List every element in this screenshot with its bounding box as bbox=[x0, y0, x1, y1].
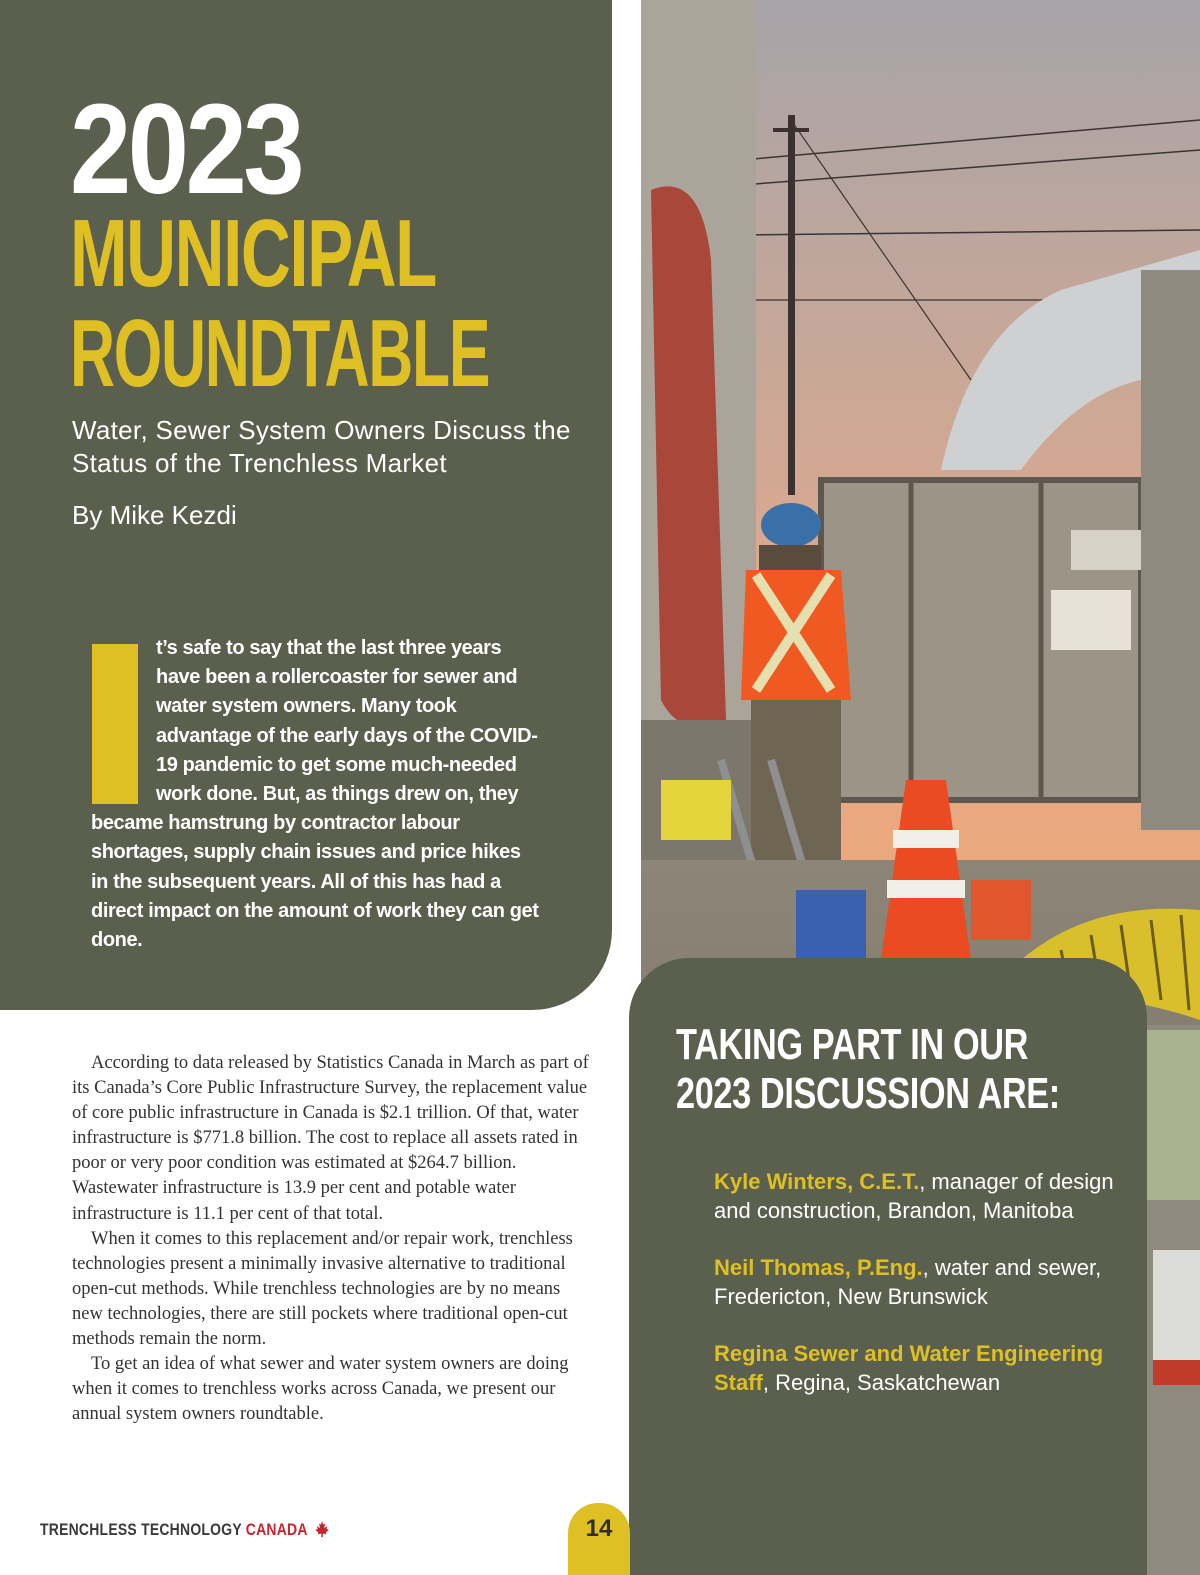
hero-panel bbox=[0, 0, 612, 1010]
page-number: 14 bbox=[568, 1503, 630, 1575]
byline: By Mike Kezdi bbox=[72, 500, 237, 530]
participants-callout bbox=[629, 958, 1147, 1575]
title-roundtable: ROUNDTABLE bbox=[70, 300, 490, 407]
lead-paragraph bbox=[91, 634, 541, 955]
article-subtitle: Water, Sewer System Owners Discuss the Status of the Trenchless Market bbox=[72, 415, 571, 478]
body-copy bbox=[72, 1051, 592, 1427]
body-paragraph: When it comes to this replacement and/or repair work, trenchless technologies present a minimally invasive alternative to traditional open-cut methods. While trenchless technologies are by no means new technologies, there are still pockets where traditional open-cut methods remain the norm. bbox=[72, 1228, 573, 1350]
brand-country: CANADA bbox=[245, 1520, 308, 1539]
callout-heading: TAKING PART IN OUR 2023 DISCUSSION ARE: bbox=[676, 1020, 1060, 1118]
brand-name: TRENCHLESS TECHNOLOGY bbox=[40, 1520, 242, 1539]
maple-leaf-icon bbox=[315, 1520, 330, 1543]
participant-item bbox=[714, 1339, 1134, 1397]
participant-name: Regina Sewer and Water Engineering Staff bbox=[714, 1341, 1104, 1395]
lead-text: t’s safe to say that the last three years have been a rollercoaster for sewer and water system owners. Many took advantage of the early days of the COVID-19 pandemic to get some much-needed work done. But, as things drew on, they became hamstrung by contractor labour shortages, supply chain issues and price hikes in the subsequent years. All of this has had a direct impact on the amount of work they can get done. bbox=[91, 637, 539, 952]
participant-role: , Regina, Saskatchewan bbox=[762, 1370, 1001, 1395]
participant-role: , water and sewer, Fredericton, New Brunswick bbox=[714, 1255, 1102, 1309]
participant-list bbox=[714, 1167, 1134, 1425]
participant-role: , manager of design and construction, Brandon, Manitoba bbox=[714, 1169, 1114, 1223]
body-paragraph: To get an idea of what sewer and water system owners are doing when it comes to trenchless works across Canada, we present our annual system owners roundtable. bbox=[72, 1354, 569, 1425]
participant-name: Neil Thomas, P.Eng. bbox=[714, 1255, 923, 1280]
publication-brand bbox=[40, 1520, 368, 1543]
body-paragraph: According to data released by Statistics Canada in March as part of its Canada’s Core Public Infrastructure Survey, the replacement value of core public infrastructure in Canada is $2.1 trillion. Of that, water infrastructure is $771.8 billion. The cost to replace all assets rated in poor or very poor condition was estimated at $264.7 billion. Wastewater infrastructure is 13.9 per cent and potable water infrastructure is 11.1 per cent of that total. bbox=[72, 1053, 589, 1224]
participant-item bbox=[714, 1167, 1134, 1225]
participant-name: Kyle Winters, C.E.T. bbox=[714, 1169, 920, 1194]
title-year: 2023 bbox=[70, 78, 302, 221]
title-municipal: MUNICIPAL bbox=[70, 200, 436, 307]
participant-item bbox=[714, 1253, 1134, 1311]
